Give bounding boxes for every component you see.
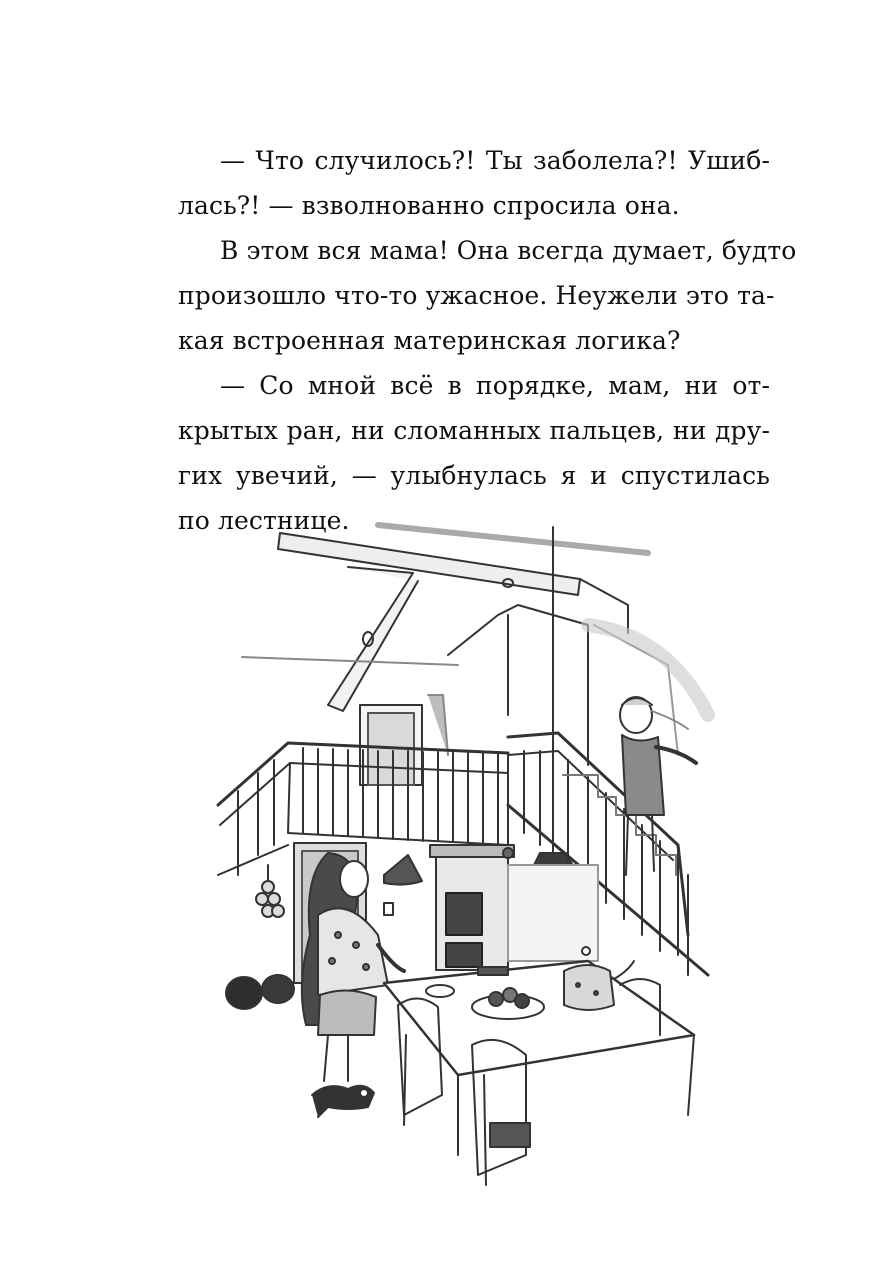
text-line: лась?! — взволнованно спросила она. xyxy=(178,191,680,220)
text-line: кая встроенная материнская логика? xyxy=(178,326,681,355)
text-line: крытых ран, ни сломанных пальцев, ни дру- xyxy=(178,416,770,445)
text-line: гих увечий, — улыбнулась я и спустилась xyxy=(178,461,770,490)
hanging-fruit xyxy=(256,865,284,917)
girl-on-stairs xyxy=(620,697,696,875)
kitchen-table xyxy=(384,961,694,1155)
wall-lamp xyxy=(384,855,422,885)
kitchen-illustration xyxy=(208,515,728,1195)
text-line: по лестнице. xyxy=(178,506,350,535)
pumpkins xyxy=(226,975,294,1009)
mother-figure xyxy=(302,853,404,1081)
text-line: — Со мной всё в порядке, мам, ни от- xyxy=(220,371,770,400)
small-dog xyxy=(312,1086,374,1117)
text-line: — Что случилось?! Ты заболела?! Ушиб- xyxy=(220,146,770,175)
illustration-svg xyxy=(208,515,728,1195)
upper-door xyxy=(360,695,448,785)
text-line: произошло что-то ужасное. Неужели это та- xyxy=(178,281,775,310)
text-line: В этом вся мама! Она всегда думает, будто xyxy=(220,236,797,265)
body-text xyxy=(178,138,797,543)
